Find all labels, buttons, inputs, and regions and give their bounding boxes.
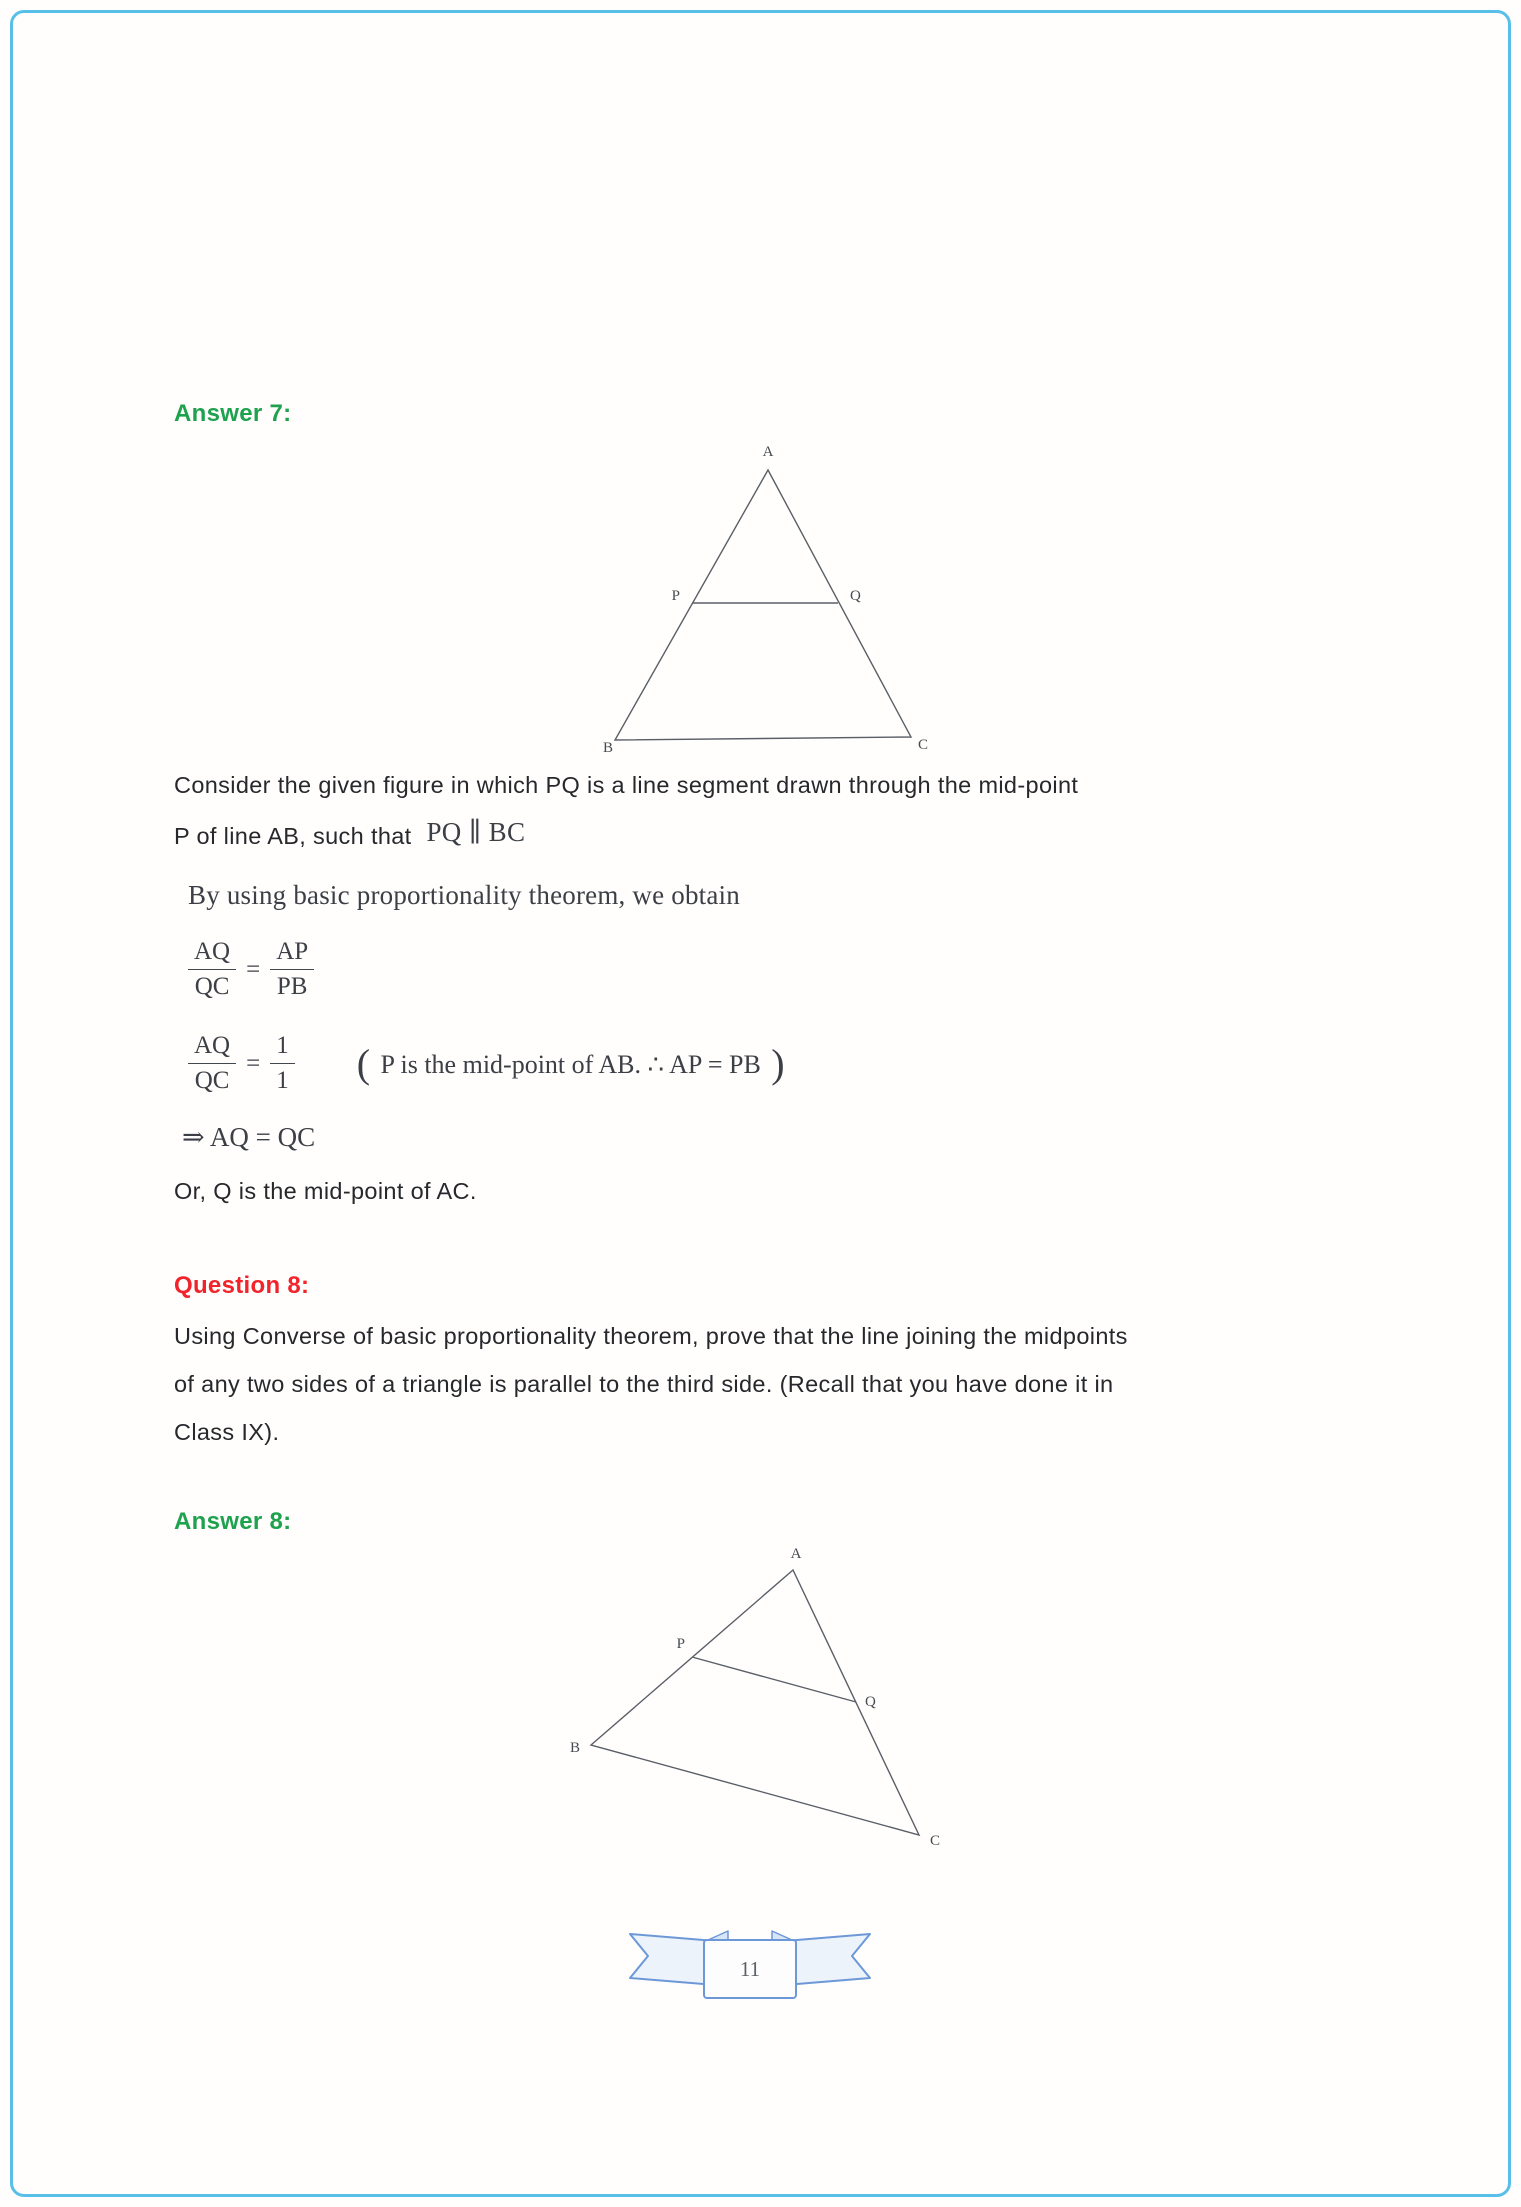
equation-2-note	[357, 1040, 785, 1087]
vertex-label-c: C	[930, 1833, 941, 1849]
fraction-numerator: AQ	[188, 938, 236, 970]
answer7-conclusion: Or, Q is the mid-point of AC.	[174, 1178, 477, 1204]
point-label-q: Q	[865, 1694, 876, 1710]
bpt-statement: By using basic proportionality theorem, we obtain	[188, 880, 740, 910]
point-label-p: P	[671, 588, 680, 604]
point-label-q: Q	[850, 588, 861, 604]
answer7-paragraph-line2	[174, 817, 1374, 851]
answer7-line2-text: P of line AB, such that	[174, 823, 412, 849]
segment-pq	[692, 1657, 856, 1702]
fraction-numerator: 1	[270, 1032, 295, 1064]
question8-heading: Question 8:	[174, 1272, 310, 1299]
equation-3: ⇒ AQ = QC	[182, 1122, 316, 1152]
fraction-denominator: 1	[276, 1067, 289, 1094]
question8-line3: Class IX).	[174, 1419, 280, 1445]
vertex-label-a: A	[762, 444, 774, 460]
vertex-label-b: B	[569, 1740, 580, 1756]
vertex-label-b: B	[602, 740, 614, 755]
triangle-outline	[615, 470, 911, 740]
inline-math-pq-parallel-bc: PQ ∥ BC	[426, 817, 526, 847]
question8-line1: Using Converse of basic proportionality theorem, prove that the line joining the midpoints	[174, 1323, 1128, 1349]
fraction-ap-pb	[270, 938, 314, 1001]
equals-sign: =	[246, 955, 261, 983]
fraction-one-one	[270, 1032, 295, 1095]
fraction-numerator: AP	[270, 938, 314, 970]
answer7-paragraph-line1: Consider the given figure in which PQ is a line segment drawn through the mid-point	[174, 772, 1079, 798]
point-label-p: P	[676, 1636, 685, 1652]
fraction-aq-qc	[188, 1032, 236, 1095]
question8-text	[174, 1312, 1384, 1456]
question8-line2: of any two sides of a triangle is parallel to the third side. (Recall that you have done it in	[174, 1371, 1114, 1397]
ribbon-right-curl	[772, 1931, 792, 1940]
fraction-numerator: AQ	[188, 1032, 236, 1064]
close-paren: )	[771, 1041, 785, 1086]
fraction-denominator: QC	[194, 1067, 230, 1094]
open-paren: (	[356, 1041, 371, 1086]
note-text: P is the mid-point of AB. ∴ AP = PB	[380, 1050, 761, 1079]
answer8-heading: Answer 8:	[174, 1508, 292, 1535]
vertex-label-a: A	[790, 1546, 802, 1562]
answer7-heading: Answer 7:	[174, 400, 292, 427]
fraction-denominator: QC	[194, 973, 230, 1000]
page-number: 11	[739, 1957, 761, 1981]
figure-triangle-1	[570, 440, 970, 755]
vertex-label-c: C	[918, 737, 929, 753]
equation-2	[188, 1032, 785, 1095]
equals-sign: =	[246, 1049, 261, 1077]
fraction-denominator: PB	[276, 973, 308, 1000]
fraction-aq-qc	[188, 938, 236, 1001]
figure-triangle-2	[558, 1542, 988, 1872]
page-number-ribbon	[600, 1926, 900, 2011]
ribbon-left-curl	[708, 1931, 728, 1940]
equation-1	[188, 938, 314, 1001]
